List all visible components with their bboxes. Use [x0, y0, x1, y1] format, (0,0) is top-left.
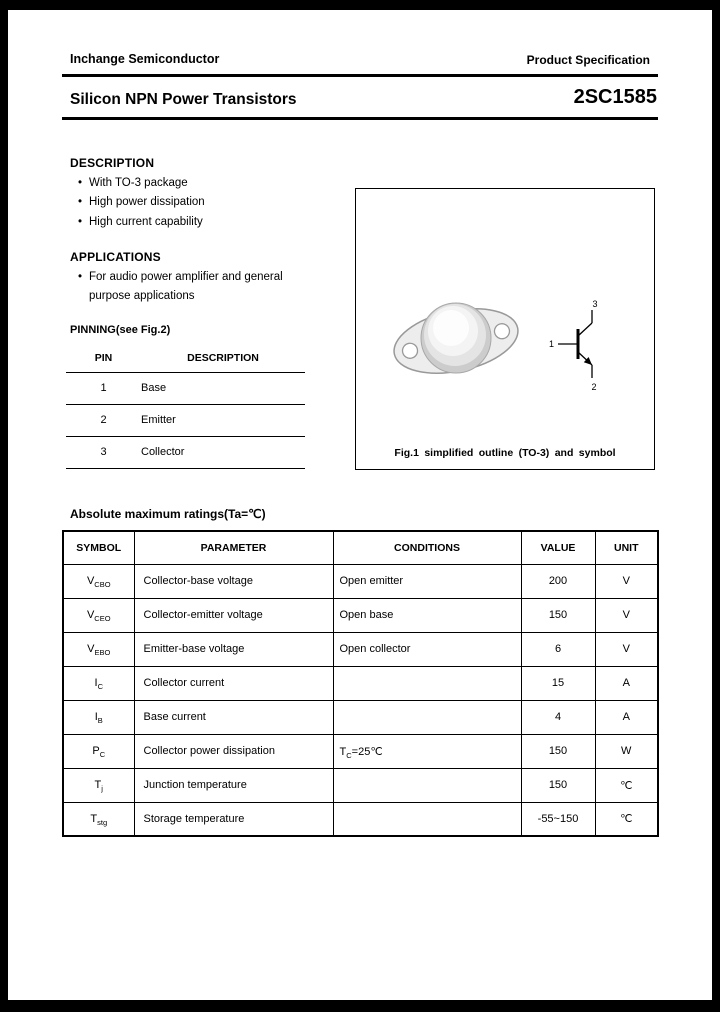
ratings-table: [62, 530, 659, 837]
symbol-subscript: CEO: [94, 614, 111, 624]
parameter-cell: Base current: [134, 700, 333, 734]
value-cell: 150: [521, 598, 595, 632]
symbol-base: T: [90, 812, 98, 825]
symbol-base: I: [94, 711, 98, 723]
applications-item: • For audio power amplifier and general purpose applications: [78, 268, 314, 307]
symbol-subscript: EBO: [94, 648, 111, 658]
pin-description-cell: Emitter: [141, 404, 305, 436]
figure-panel: [355, 188, 655, 470]
pinning-table: [66, 344, 305, 469]
description-item: • High power dissipation: [78, 193, 328, 212]
symbol-cell: [63, 632, 134, 666]
pinning-heading: PINNING(see Fig.2): [70, 324, 171, 336]
symbol-cell: [63, 734, 134, 768]
company-name: Inchange Semiconductor: [70, 52, 220, 66]
pinning-row: [66, 436, 305, 468]
applications-heading: APPLICATIONS: [70, 250, 161, 264]
ratings-header-row: [63, 531, 658, 564]
conditions-cell: [333, 666, 521, 700]
to3-can-icon: [421, 303, 491, 373]
pin-label-collector: 3: [592, 299, 598, 309]
symbol-base: V: [86, 575, 95, 587]
conditions-cell: $T_C=25℃$: [333, 734, 521, 768]
page-title: Silicon NPN Power Transistors: [70, 91, 297, 108]
conditions-cell: [333, 802, 521, 836]
figure-drawing: [356, 189, 654, 439]
value-column-header: VALUE: [521, 531, 595, 564]
parameter-column-header: PARAMETER: [134, 531, 333, 564]
pin-description-cell: Base: [141, 372, 305, 404]
symbol-cell: [63, 598, 134, 632]
ratings-row: [63, 564, 658, 598]
unit-cell: ℃: [595, 768, 658, 802]
value-cell: 150: [521, 734, 595, 768]
value-cell: 150: [521, 768, 595, 802]
symbol-subscript: j: [101, 784, 103, 794]
unit-cell: V: [595, 564, 658, 598]
npn-transistor-symbol-icon: [558, 310, 592, 378]
part-number: 2SC1585: [573, 86, 657, 108]
symbol-base: I: [94, 677, 98, 689]
description-item: • High current capability: [78, 213, 328, 232]
unit-cell: A: [595, 666, 658, 700]
ratings-row: [63, 632, 658, 666]
symbol-cell: [63, 700, 134, 734]
symbol-base: P: [92, 745, 100, 757]
header-rule: [62, 74, 658, 77]
symbol-base: V: [87, 643, 95, 655]
description-item: • With TO-3 package: [78, 174, 328, 193]
symbol-subscript: C: [99, 750, 106, 760]
unit-cell: V: [595, 632, 658, 666]
symbol-cell: [63, 768, 134, 802]
doc-type-label: Product Specification: [526, 53, 650, 67]
symbol-cell: [63, 564, 134, 598]
value-cell: 200: [521, 564, 595, 598]
symbol-cell: [63, 666, 134, 700]
conditions-cell: [333, 768, 521, 802]
unit-cell: V: [595, 598, 658, 632]
pin-description-cell: Collector: [141, 436, 305, 468]
parameter-cell: Collector current: [134, 666, 333, 700]
pin-number-cell: 2: [66, 404, 141, 436]
figure-caption: Fig.1 simplified outline (TO-3) and symbol: [394, 447, 616, 459]
parameter-cell: Emitter-base voltage: [134, 632, 333, 666]
symbol-column-header: SYMBOL: [63, 531, 134, 564]
pinning-row: [66, 404, 305, 436]
unit-column-header: UNIT: [595, 531, 658, 564]
parameter-cell: Storage temperature: [134, 802, 333, 836]
pinning-header-row: [66, 344, 305, 372]
unit-cell: W: [595, 734, 658, 768]
pin-label-emitter: 2: [591, 382, 597, 392]
ratings-row: [63, 734, 658, 768]
value-cell: -55~150: [521, 802, 595, 836]
pin-number-cell: 1: [66, 372, 141, 404]
value-cell: 15: [521, 666, 595, 700]
conditions-cell: [333, 700, 521, 734]
description-column-header: DESCRIPTION: [141, 344, 305, 372]
parameter-cell: Collector power dissipation: [134, 734, 333, 768]
ratings-row: [63, 598, 658, 632]
title-rule: [62, 117, 658, 120]
unit-cell: ℃: [595, 802, 658, 836]
conditions-column-header: CONDITIONS: [333, 531, 521, 564]
conditions-cell: Open emitter: [333, 564, 521, 598]
ratings-row: [63, 700, 658, 734]
symbol-subscript: CBO: [94, 580, 111, 590]
symbol-base: T: [94, 779, 102, 791]
pin-label-base: 1: [548, 339, 554, 349]
value-cell: 6: [521, 632, 595, 666]
ratings-row: [63, 666, 658, 700]
symbol-subscript: B: [97, 716, 103, 726]
unit-cell: A: [595, 700, 658, 734]
description-list: [78, 174, 328, 232]
pinning-row: [66, 372, 305, 404]
description-heading: DESCRIPTION: [70, 156, 155, 170]
parameter-cell: Collector-base voltage: [134, 564, 333, 598]
ratings-heading: Absolute maximum ratings(Ta=℃): [70, 507, 266, 521]
parameter-cell: Collector-emitter voltage: [134, 598, 333, 632]
ratings-row: [63, 802, 658, 836]
ratings-row: [63, 768, 658, 802]
value-cell: 4: [521, 700, 595, 734]
applications-list: [78, 268, 314, 307]
conditions-cell: Open collector: [333, 632, 521, 666]
symbol-subscript: C: [97, 682, 103, 692]
symbol-cell: [63, 802, 134, 836]
pin-column-header: PIN: [66, 344, 141, 372]
pin-number-cell: 3: [66, 436, 141, 468]
symbol-base: V: [86, 609, 95, 621]
parameter-cell: Junction temperature: [134, 768, 333, 802]
symbol-subscript: stg: [97, 817, 108, 827]
conditions-cell: Open base: [333, 598, 521, 632]
